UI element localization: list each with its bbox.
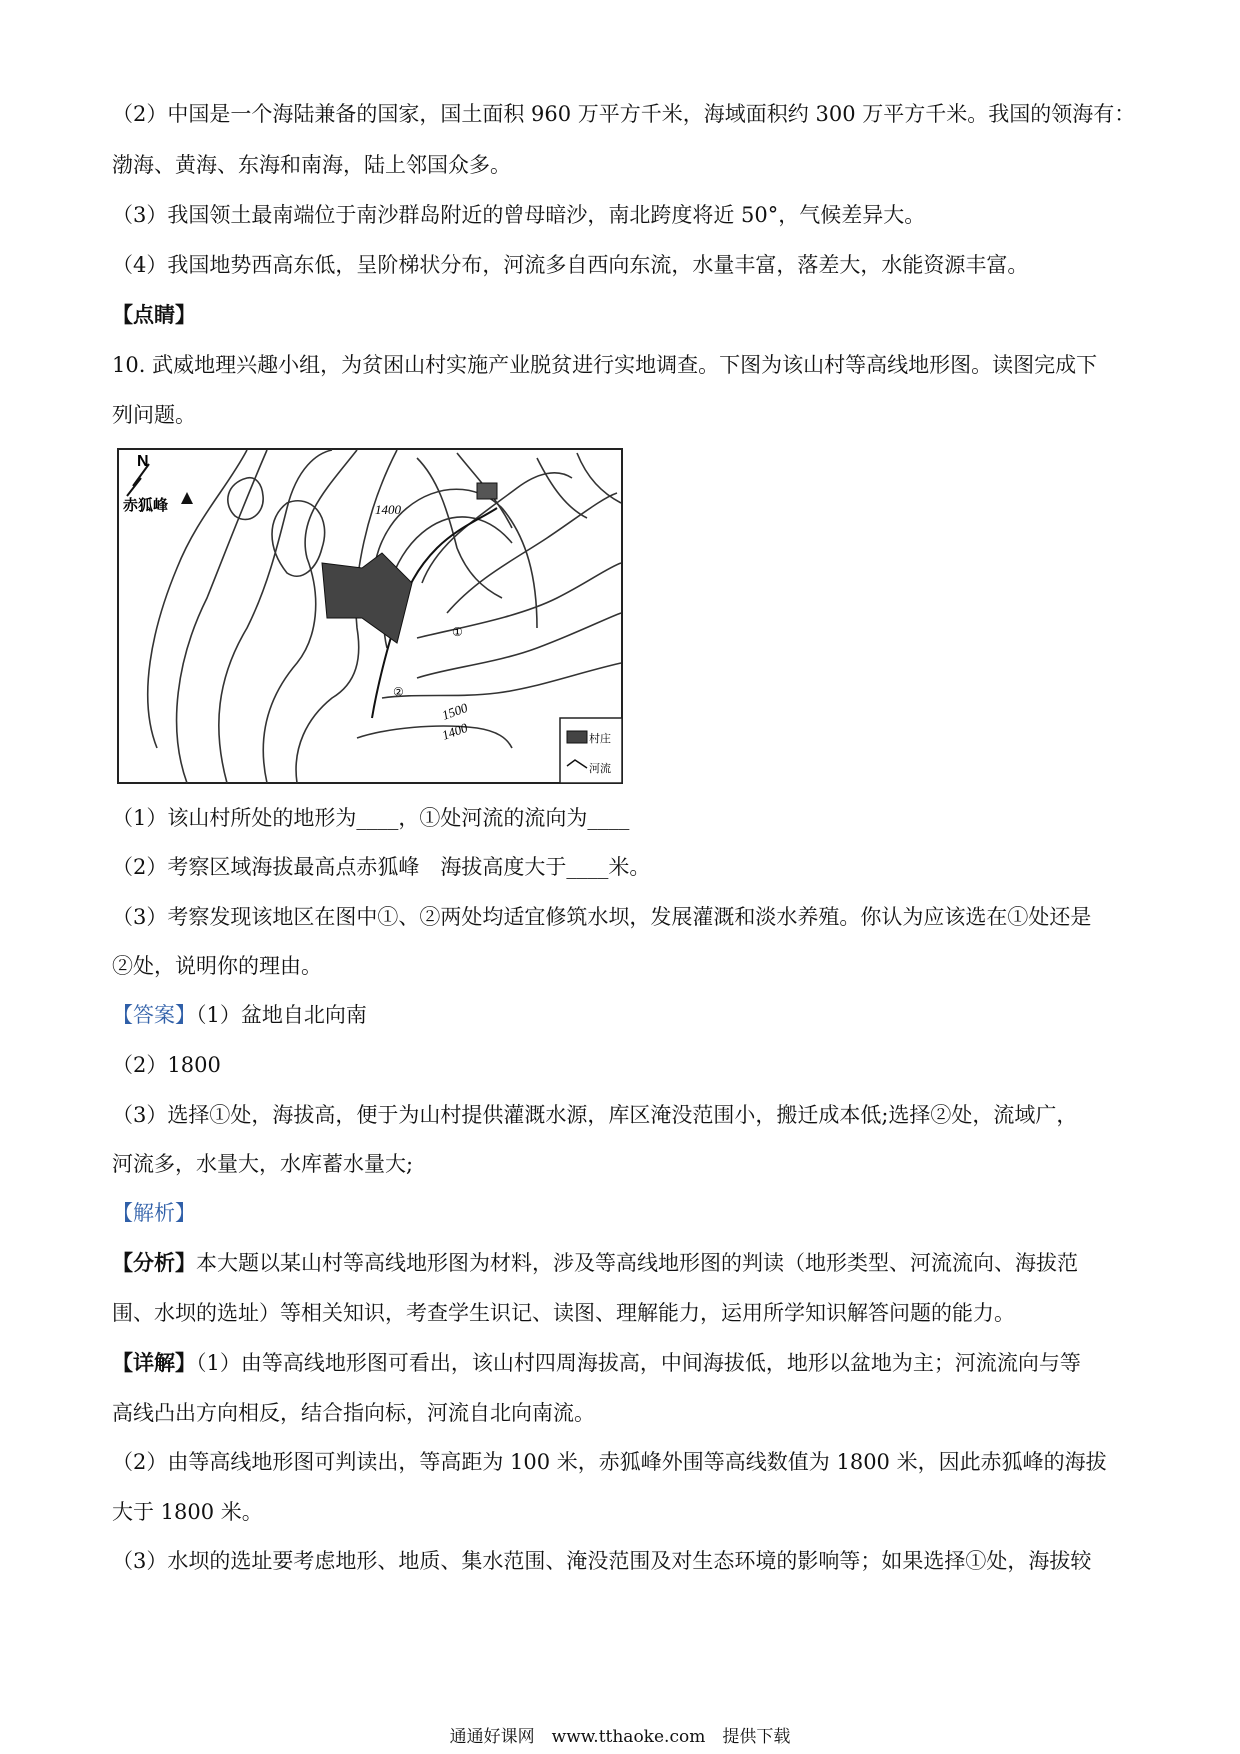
site-marker: ② [393,685,404,699]
analysis-line [112,1249,1078,1277]
detail-line: （3）水坝的选址要考虑地形、地质、集水范围、淹没范围及对生态环境的影响等；如果选择①处，海拔较 [112,1549,1092,1573]
answer-line: （2）1800 [112,1053,221,1077]
detail-line [112,1349,1081,1377]
text-line: 渤海、黄海、东海和南海，陆上邻国众多。 [112,153,511,177]
section-tag: 【点睛】 [112,302,196,327]
answer-text: （1）盆地自北向南 [196,1003,367,1027]
answer-line: 河流多，水量大，水库蓄水量大; [112,1152,414,1176]
detail-tag: 【详解】 [112,1350,196,1375]
legend-label: 河流 [589,762,611,775]
page-footer: 通通好课网 www.tthaoke.com 提供下载 [449,1727,791,1747]
text-line: （4）我国地势西高东低，呈阶梯状分布，河流多自西向东流，水量丰富，落差大，水能资源丰富。 [112,253,1029,277]
legend [560,718,622,783]
question-stem: 10. 武威地理兴趣小组，为贫困山村实施产业脱贫进行实地调查。下图为该山村等高线地形图。读图完成下 [112,353,1098,377]
section-tag: 【解析】 [112,1201,196,1225]
sub-question: （1）该山村所处的地形为____，①处河流的流向为____ [112,806,630,830]
contour-map [117,448,623,784]
text-line: （3）我国领土最南端位于南沙群岛附近的曾母暗沙，南北跨度将近 50°，气候差异大。 [112,203,926,227]
answer-line [112,1001,367,1029]
north-label: N [137,453,149,470]
contour-label: 1400 [375,502,401,517]
legend-label: 村庄 [589,732,611,745]
legend-village-swatch [567,731,587,743]
question-stem: 列问题。 [112,403,196,427]
site-marker: ① [452,625,463,639]
answer-line: （3）选择①处，海拔高，便于为山村提供灌溉水源，库区淹没范围小，搬迁成本低;选择②处，流域广， [112,1103,1078,1127]
analysis-text: 本大题以某山村等高线地形图为材料，涉及等高线地形图的判读（地形类型、河流流向、海拔范 [196,1251,1078,1275]
analysis-line: 围、水坝的选址）等相关知识，考查学生识记、读图、理解能力，运用所学知识解答问题的能力。 [112,1301,1015,1325]
detail-line: 大于 1800 米。 [112,1500,263,1524]
detail-text: （1）由等高线地形图可看出，该山村四周海拔高，中间海拔低，地形以盆地为主；河流流向与等 [196,1351,1081,1375]
contour-label: 1400 [439,719,470,743]
detail-line: （2）由等高线地形图可判读出，等高距为 100 米，赤狐峰外围等高线数值为 1800 米，因此赤狐峰的海拔 [112,1450,1107,1474]
peak-label: 赤狐峰 [123,496,169,514]
sub-question: （2）考察区域海拔最高点赤狐峰 海拔高度大于____米。 [112,855,651,879]
sub-question: （3）考察发现该地区在图中①、②两处均适宜修筑水坝，发展灌溉和淡水养殖。你认为应该选在①处还是 [112,905,1092,929]
sub-question: ②处，说明你的理由。 [112,954,322,978]
village-marker [477,483,497,499]
contour-label: 1500 [439,699,470,723]
text-line: （2）中国是一个海陆兼备的国家，国土面积 960 万平方千米，海域面积约 300 万平方千米。我国的领海有： [112,102,1136,126]
detail-line: 高线凸出方向相反，结合指向标，河流自北向南流。 [112,1401,595,1425]
analysis-tag: 【分析】 [112,1250,196,1275]
answer-tag: 【答案】 [112,1003,196,1027]
